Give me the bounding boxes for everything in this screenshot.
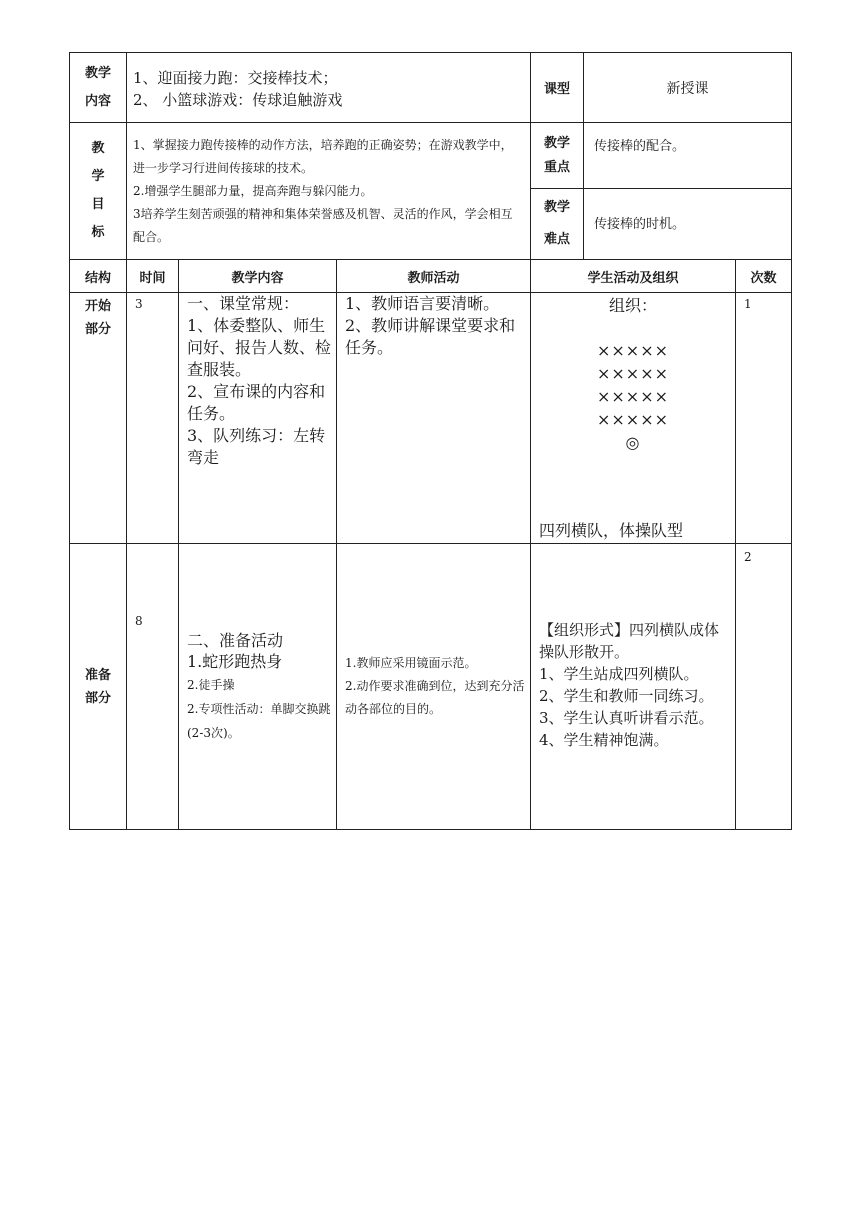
section-name-line: 部分 xyxy=(84,322,111,337)
content-label xyxy=(70,53,127,123)
formation-row: ××××× xyxy=(596,341,670,360)
teacher-item: 1.教师应采用镜面示范。 xyxy=(345,656,477,670)
key-point-row xyxy=(531,123,791,189)
student-item: 3、学生认真听讲看示范。 xyxy=(539,709,714,727)
section-time-value: 8 xyxy=(135,614,143,628)
teacher-item: 2、教师讲解课堂要求和任务。 xyxy=(345,316,516,357)
goals-label xyxy=(70,123,127,260)
goals-label-char: 目 xyxy=(91,197,105,212)
teacher-item: 1、教师语言要清晰。 xyxy=(345,294,500,313)
key-point-value: 传接棒的配合。 xyxy=(594,139,686,154)
content-title: 二、准备活动 xyxy=(187,631,284,650)
content-lines xyxy=(127,53,531,123)
content-line: 1、迎面接力跑：交接棒技术； xyxy=(133,68,338,87)
content-label-line: 教学 xyxy=(84,65,111,81)
col-header-structure: 结构 xyxy=(70,260,127,293)
goals-label-char: 教 xyxy=(91,141,105,156)
content-line: 2、 小篮球游戏：传球追触游戏 xyxy=(133,90,343,109)
content-item: 1、体委整队、师生问好、报告人数、检查服装。 xyxy=(187,316,332,379)
difficulty-label xyxy=(531,189,584,259)
goal-line: 3培养学生刻苦顽强的精神和集体荣誉感及机智、灵活的作风，学会相互配合。 xyxy=(133,206,513,244)
section-content xyxy=(179,544,337,830)
difficulty-label-line: 难点 xyxy=(543,232,570,247)
section-name xyxy=(70,544,127,830)
formation-row: ××××× xyxy=(596,410,670,429)
section-count xyxy=(736,293,792,544)
student-org-note: 四列横队，体操队型 xyxy=(539,521,684,540)
section-count xyxy=(736,544,792,830)
goals-label-char: 标 xyxy=(91,225,105,240)
section-student xyxy=(531,293,736,544)
lesson-type-label: 课型 xyxy=(531,53,584,122)
section-count-value: 1 xyxy=(744,297,752,311)
column-header-row xyxy=(70,260,792,293)
lesson-type-value: 新授课 xyxy=(666,80,709,97)
student-org-title: 组织： xyxy=(608,296,657,315)
section-content xyxy=(179,293,337,544)
lesson-plan-table xyxy=(69,52,792,830)
goal-line: 1、掌握接力跑传接棒的动作方法，培养跑的正确姿势；在游戏教学中，进一步学习行进间传接球的技术。 xyxy=(133,137,513,175)
content-item: 2.专项性活动：单脚交换跳(2-3次)。 xyxy=(187,702,331,740)
section-time xyxy=(127,544,179,830)
section-teacher xyxy=(337,293,531,544)
content-item: 1.蛇形跑热身 xyxy=(187,652,283,671)
col-header-count: 次数 xyxy=(736,260,792,293)
teacher-item: 2.动作要求准确到位，达到充分活动各部位的目的。 xyxy=(345,679,525,716)
formation-diagram xyxy=(531,339,735,454)
lesson-type-cell xyxy=(531,53,792,123)
section-name xyxy=(70,293,127,544)
content-row xyxy=(70,53,792,123)
difficulty-label-line: 教学 xyxy=(543,200,570,215)
goal-line: 2.增强学生腿部力量，提高奔跑与躲闪能力。 xyxy=(133,183,373,198)
section-name-line: 准备 xyxy=(84,667,111,683)
content-label-line: 内容 xyxy=(84,93,111,109)
content-item: 一、课堂常规： xyxy=(187,294,300,313)
lesson-plan-sheet xyxy=(69,52,791,830)
student-item: 2、学生和教师一同练习。 xyxy=(539,687,714,705)
teacher-position-marker: ◎ xyxy=(625,433,641,452)
col-header-teacher: 教师活动 xyxy=(337,260,531,293)
content-item: 2.徒手操 xyxy=(187,678,235,692)
difficulty-row xyxy=(531,189,791,259)
goals-label-char: 学 xyxy=(91,169,105,184)
key-label-line: 教学 xyxy=(543,135,570,151)
key-label-line: 重点 xyxy=(543,159,570,175)
section-time-value: 3 xyxy=(135,297,143,311)
formation-row: ××××× xyxy=(596,364,670,383)
section-count-value: 2 xyxy=(744,550,752,564)
student-item: 4、学生精神饱满。 xyxy=(539,731,669,749)
student-item: 1、学生站成四列横队。 xyxy=(539,665,699,683)
section-name-line: 开始 xyxy=(84,299,111,314)
formation-row: ××××× xyxy=(596,387,670,406)
goals-row xyxy=(70,123,792,260)
content-item: 3、队列练习：左转弯走 xyxy=(187,426,326,467)
section-row-preparation xyxy=(70,544,792,830)
goals-text xyxy=(127,123,531,260)
difficulty-value: 传接棒的时机。 xyxy=(594,217,686,232)
section-teacher xyxy=(337,544,531,830)
section-time xyxy=(127,293,179,544)
section-row-opening xyxy=(70,293,792,544)
key-difficulty-cell xyxy=(531,123,792,260)
section-student xyxy=(531,544,736,830)
col-header-student: 学生活动及组织 xyxy=(531,260,736,293)
section-name-line: 部分 xyxy=(84,690,111,706)
student-item: 【组织形式】四列横队成体操队形散开。 xyxy=(539,621,720,661)
key-point-label xyxy=(531,123,584,188)
col-header-content: 教学内容 xyxy=(179,260,337,293)
content-item: 2、宣布课的内容和任务。 xyxy=(187,382,326,423)
col-header-time: 时间 xyxy=(127,260,179,293)
